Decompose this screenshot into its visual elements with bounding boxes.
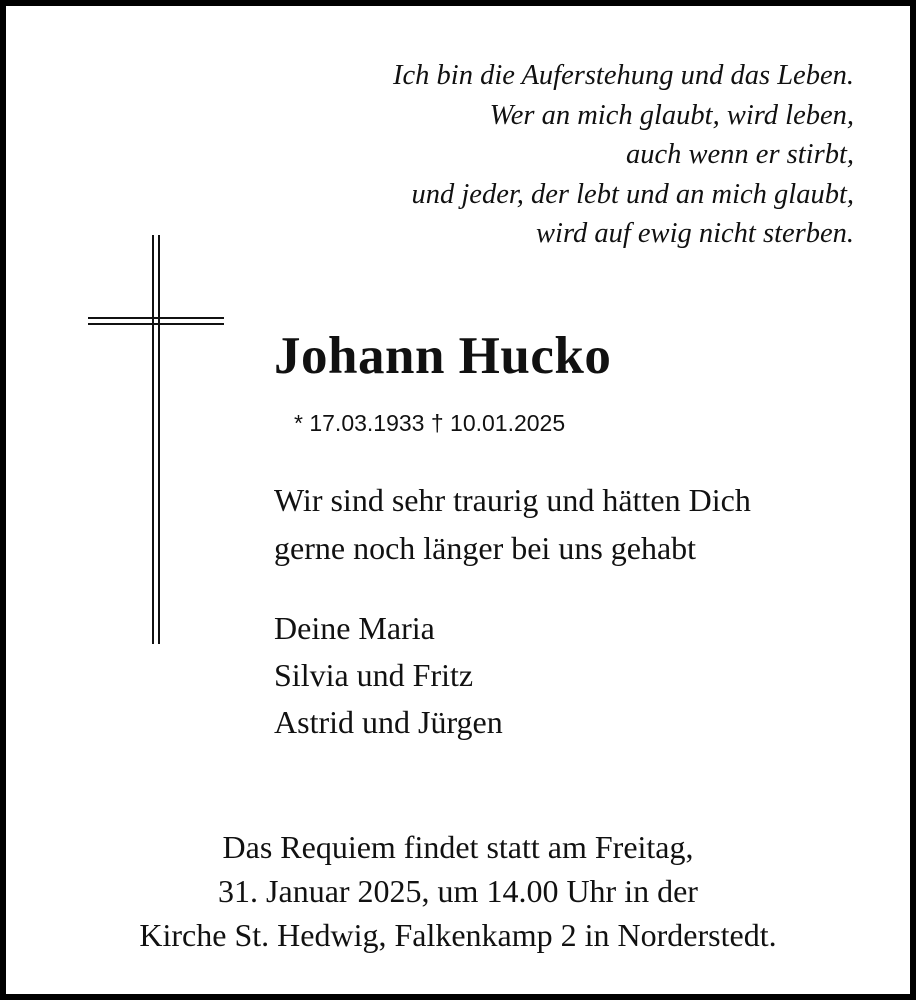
requiem-line: Kirche St. Hedwig, Falkenkamp 2 in Norderstedt.	[139, 917, 777, 953]
deceased-name: Johann Hucko	[274, 327, 612, 385]
message-line: gerne noch länger bei uns gehabt	[274, 530, 697, 566]
family-member: Silvia und Fritz	[274, 657, 474, 693]
family-member: Deine Maria	[274, 610, 435, 646]
message-line: Wir sind sehr traurig und hätten Dich	[274, 482, 751, 518]
verse-line: und jeder, der lebt und an mich glaubt,	[411, 178, 854, 210]
verse-line: wird auf ewig nicht sterben.	[536, 218, 854, 249]
family-member: Astrid und Jürgen	[274, 704, 503, 740]
verse-line: auch wenn er stirbt,	[626, 139, 854, 170]
bible-verse	[393, 56, 854, 254]
verse-line: Ich bin die Auferstehung und das Leben.	[393, 60, 854, 91]
requiem-line: 31. Januar 2025, um 14.00 Uhr in der	[218, 873, 698, 909]
requiem-line: Das Requiem findet statt am Freitag,	[222, 829, 694, 865]
life-dates: * 17.03.1933 † 10.01.2025	[294, 410, 566, 436]
family-signatures	[274, 605, 503, 746]
condolence-message	[274, 476, 751, 572]
cross-icon	[88, 235, 224, 644]
verse-line: Wer an mich glaubt, wird leben,	[489, 99, 854, 131]
requiem-announcement	[6, 825, 910, 957]
